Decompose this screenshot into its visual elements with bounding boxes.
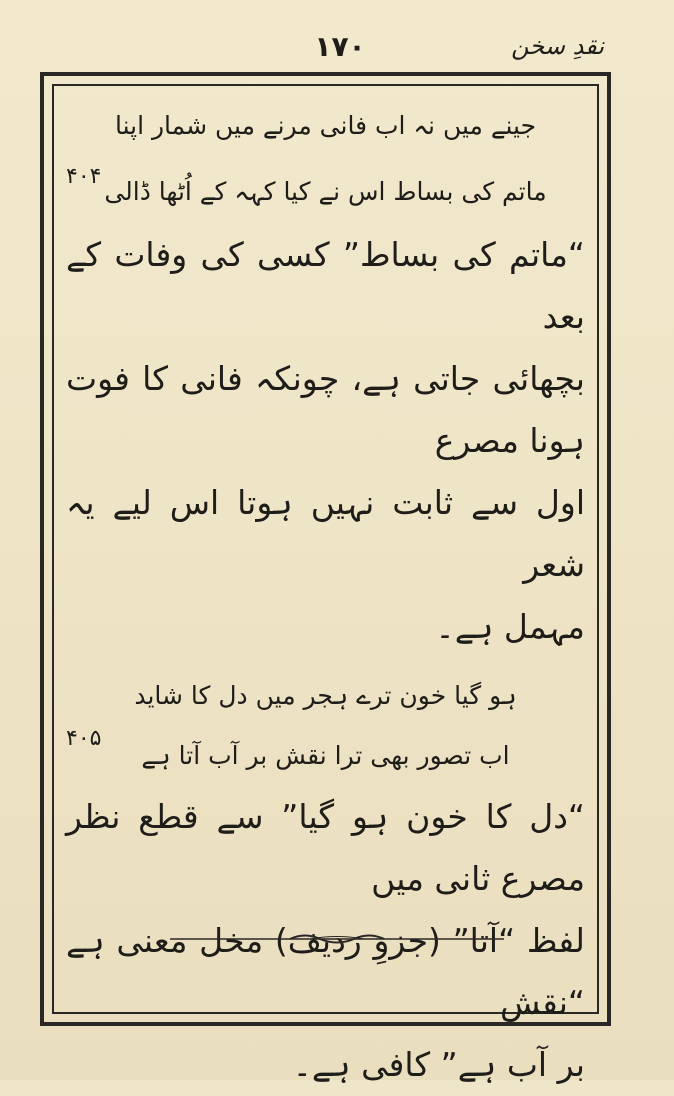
page-content <box>62 92 589 1084</box>
verse-line: جینے میں نہ اب فانی مرنے میں شمار اپنا <box>114 111 537 140</box>
running-head: نقدِ سخن <box>511 32 604 60</box>
commentary-line: “ماتم کی بساط” کسی کی وفات کے بعد <box>66 235 585 336</box>
commentary-line: “دل کا خون ہو گیا” سے قطع نظر مصرع ثانی میں <box>66 797 585 898</box>
page-number: ۱۷۰ <box>314 30 366 63</box>
verse-405 <box>62 672 589 780</box>
verse-number: ۴۰۴ <box>66 164 102 189</box>
commentary-line: اول سے ثابت نہیں ہوتا اس لیے یہ شعر <box>66 483 585 584</box>
verse-number: ۴۰۵ <box>66 726 102 751</box>
commentary-404 <box>62 224 589 658</box>
commentary-line: بر آب ہے” کافی ہے۔ <box>292 1045 585 1084</box>
verse-line: ماتم کی بساط اس نے کیا کہہ کے اُٹھا ڈالی <box>104 177 547 206</box>
verse-line: ہو گیا خون ترے ہجر میں دل کا شاید <box>134 681 517 710</box>
commentary-line: مہمل ہے۔ <box>435 607 585 646</box>
commentary-line: لفظ “آتا” (جزوِ ردیف) مخل معنی ہے “نقش <box>66 921 585 1022</box>
verse-line: اب تصور بھی ترا نقش بر آب آتا ہے <box>141 741 510 770</box>
commentary-line: بچھائی جاتی ہے، چونکہ فانی کا فوت ہونا مصرع <box>66 359 585 460</box>
ornamental-rule <box>170 930 504 948</box>
verse-404 <box>62 102 589 216</box>
